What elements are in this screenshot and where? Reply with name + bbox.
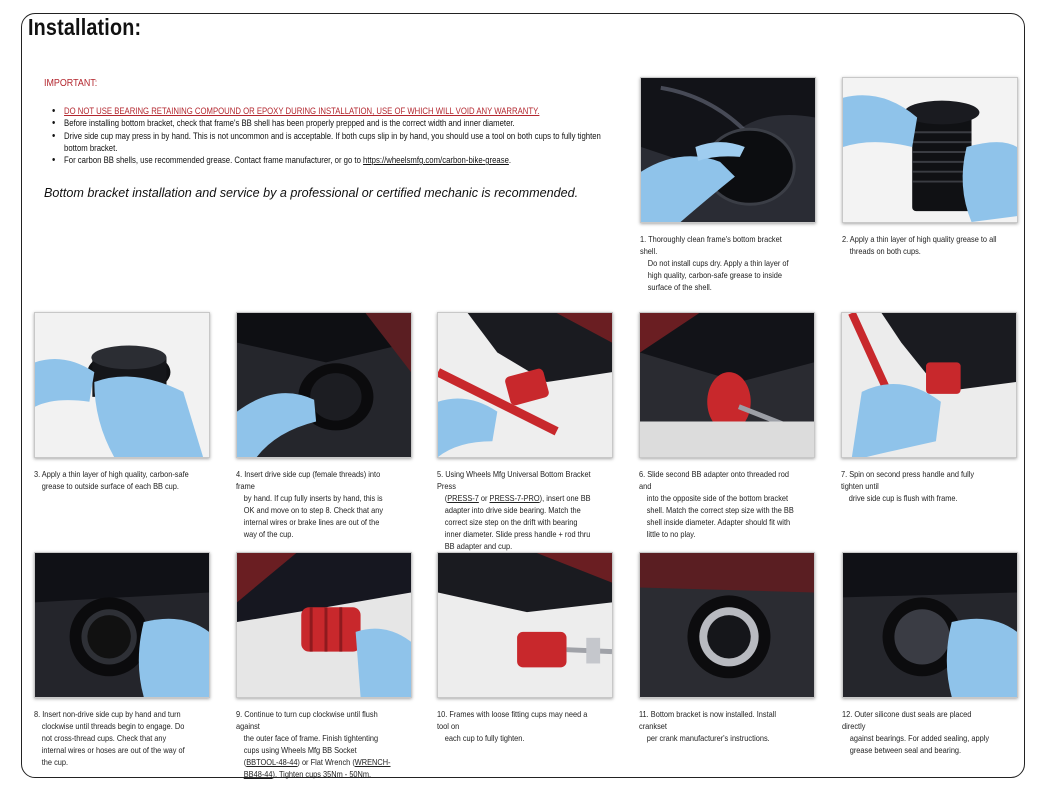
page-title: Installation:	[28, 14, 142, 40]
carbon-bullet-end: .	[508, 155, 512, 166]
step-1-detail: Do not install cups dry. Apply a thin layer of high quality, carbon-safe grease to inside surface of the shell.	[647, 258, 789, 292]
step-6-text: 6. Slide second BB adapter onto threaded rod and	[639, 469, 789, 491]
step-10-detail: each cup to fully tighten.	[444, 733, 525, 743]
step-2-caption	[842, 233, 997, 257]
carbon-grease-link[interactable]: https://wheelsmfg.com/carbon-bike-grease	[363, 155, 509, 166]
step-5-text: 5. Using Wheels Mfg Universal Bottom Bracket Press	[437, 469, 591, 491]
step-9-caption	[236, 708, 391, 780]
press-7-link[interactable]: PRESS-7	[447, 493, 479, 503]
step-10-photo	[437, 552, 613, 698]
step-5-rest: ), insert one BB adapter into drive side bearing. Match the correct size step on the drift with bearing inner diameter. Slide press handle + rod thru BB adapter and cup.	[444, 493, 591, 551]
step-5-or: or	[478, 493, 490, 503]
step-3-photo	[34, 312, 210, 458]
step-8-text: 8. Insert non-drive side cup by hand and turn	[34, 709, 181, 719]
step-5-detail	[437, 492, 592, 552]
step-8-photo	[34, 552, 210, 698]
step-9-text: 9. Continue to turn cup clockwise until flush against	[236, 709, 378, 731]
step-1-caption	[640, 233, 795, 293]
step-1-photo	[640, 77, 816, 223]
step-5-paren: (	[444, 493, 448, 503]
wrench-link[interactable]: WRENCH-BB48-44	[243, 757, 391, 779]
step-12-photo	[842, 552, 1018, 698]
step-2-detail: threads on both cups.	[849, 246, 921, 256]
step-4-photo	[236, 312, 412, 458]
step-12-text: 12. Outer silicone dust seals are placed directly	[842, 709, 972, 731]
step-3-text: 3. Apply a thin layer of high quality, carbon-safe	[34, 469, 189, 479]
step-3-caption	[34, 468, 189, 492]
step-11-text: 11. Bottom bracket is now installed. Install crankset	[639, 709, 777, 731]
step-7-photo	[841, 312, 1017, 458]
step-12-caption	[842, 708, 997, 756]
bbtool-link[interactable]: BBTOOL-48-44	[246, 757, 298, 767]
carbon-bullet-text: For carbon BB shells, use recommended grease. Contact frame manufacturer, or go to	[64, 155, 361, 166]
step-10-caption	[437, 708, 592, 744]
professional-note: Bottom bracket installation and service by a professional or certified mechanic is recommended.	[44, 186, 579, 200]
step-6-caption	[639, 468, 794, 540]
step-7-caption	[841, 468, 996, 504]
step-4-text: 4. Insert drive side cup (female threads) into frame	[236, 469, 381, 491]
step-7-text: 7. Spin on second press handle and fully tighten until	[841, 469, 975, 491]
step-9-mid: ) or Flat Wrench (	[297, 757, 355, 767]
step-9-photo	[236, 552, 412, 698]
important-list	[52, 105, 611, 166]
step-7-detail: drive side cup is flush with frame.	[848, 493, 958, 503]
prep-bullet: • Before installing bottom bracket, check that frame's BB shell has been properly prepped and is the correct width and inner diameter.	[52, 117, 611, 129]
important-label: IMPORTANT:	[44, 77, 98, 89]
step-6-detail: into the opposite side of the bottom bracket shell. Match the correct step size with the BB shell inside diameter. Adapter should fit with little to no play.	[646, 493, 794, 539]
step-8-caption	[34, 708, 189, 768]
drive-side-bullet: • Drive side cup may press in by hand. This is not uncommon and is acceptable. If both cups slip in by hand, you should use a tool on both cups to fully tighten bottom bracket.	[52, 130, 611, 155]
step-9-end: ). Tighten cups 35Nm - 50Nm.	[272, 769, 372, 779]
step-6-photo	[639, 312, 815, 458]
press-7-pro-link[interactable]: PRESS-7-PRO	[489, 493, 540, 503]
step-9-detail	[236, 732, 391, 780]
step-3-detail: grease to outside surface of each BB cup.	[41, 481, 179, 491]
warranty-warning: • DO NOT USE BEARING RETAINING COMPOUND OR EPOXY DURING INSTALLATION, USE OF WHICH WILL VOID ANY WARRANTY.	[52, 105, 611, 117]
step-11-detail: per crank manufacturer's instructions.	[646, 733, 770, 743]
step-9-start: the outer face of frame. Finish tightenting cups using Wheels Mfg BB Socket (	[243, 733, 379, 767]
step-11-photo	[639, 552, 815, 698]
step-4-detail: by hand. If cup fully inserts by hand, this is OK and move on to step 8. Check that any internal wires or brake lines are out of the way of the cup.	[243, 493, 384, 539]
step-10-text: 10. Frames with loose fitting cups may need a tool on	[437, 709, 588, 731]
carbon-bullet	[52, 154, 611, 166]
step-4-caption	[236, 468, 391, 540]
step-12-detail: against bearings. For added sealing, apply grease between seal and bearing.	[849, 733, 990, 755]
step-1-text: 1. Thoroughly clean frame's bottom bracket shell.	[640, 234, 782, 256]
step-8-detail: clockwise until threads begin to engage. Do not cross-thread cups. Check that any internal wires or hoses are out of the way of the cup.	[41, 721, 185, 767]
step-5-caption	[437, 468, 592, 552]
step-2-text: 2. Apply a thin layer of high quality grease to all	[842, 234, 997, 244]
step-5-photo	[437, 312, 613, 458]
step-11-caption	[639, 708, 794, 744]
step-2-photo	[842, 77, 1018, 223]
